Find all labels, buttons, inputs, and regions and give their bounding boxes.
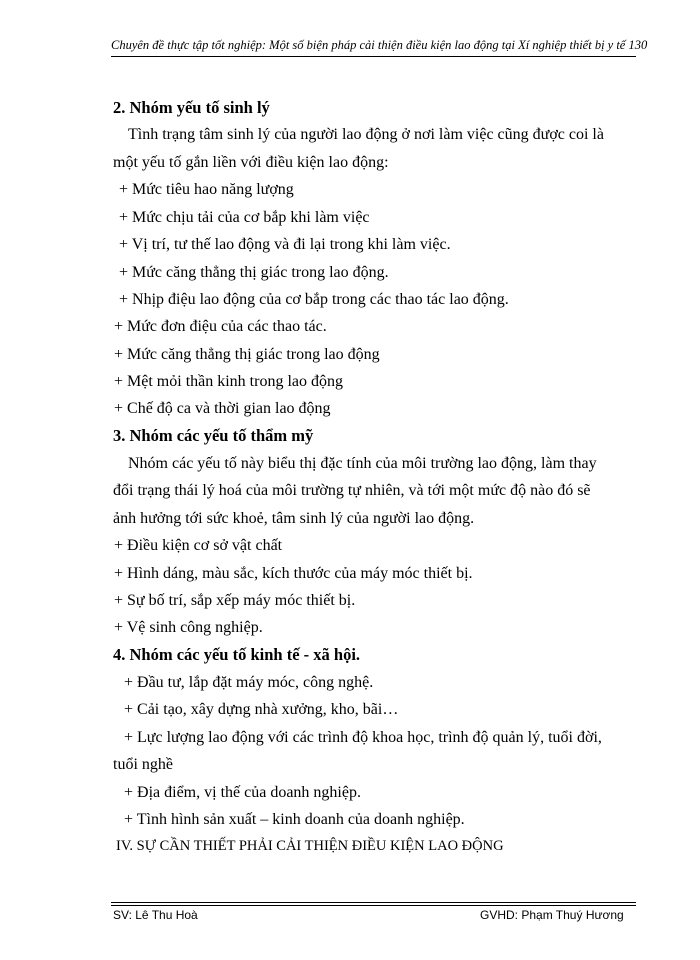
paragraph-line: tuổi nghề <box>113 756 173 773</box>
page-header: Chuyên đề thực tập tốt nghiệp: Một số biện pháp cải thiện điều kiện lao động tại Xí nghiệp thiết bị y tế 130 <box>111 38 648 52</box>
list-item: + Tình hình sản xuất – kinh doanh của doanh nghiệp. <box>124 811 465 828</box>
list-item: + Sự bố trí, sắp xếp máy móc thiết bị. <box>114 592 356 609</box>
footer-student: SV: Lê Thu Hoà <box>113 908 198 922</box>
list-item: + Địa điểm, vị thế của doanh nghiệp. <box>124 784 361 801</box>
list-item: + Mức đơn điệu của các thao tác. <box>114 318 327 335</box>
paragraph-line: Nhóm các yếu tố này biểu thị đặc tính của môi trường lao động, làm thay <box>128 455 597 472</box>
list-item: + Mức tiêu hao năng lượng <box>119 181 294 198</box>
footer-rule-bottom <box>111 905 636 906</box>
list-item: + Mức chịu tải của cơ bắp khi làm việc <box>119 209 370 226</box>
list-item: + Hình dáng, màu sắc, kích thước của máy móc thiết bị. <box>114 565 473 582</box>
list-item: + Cải tạo, xây dựng nhà xưởng, kho, bãi… <box>124 701 399 718</box>
section-heading-physiological: 2. Nhóm yếu tố sinh lý <box>113 98 270 117</box>
list-item: + Đầu tư, lắp đặt máy móc, công nghệ. <box>124 674 374 691</box>
list-item: + Mức căng thẳng thị giác trong lao động <box>114 346 380 363</box>
list-item: + Nhịp điệu lao động của cơ bắp trong các thao tác lao động. <box>119 291 509 308</box>
section-heading-aesthetic: 3. Nhóm các yếu tố thẩm mỹ <box>113 426 314 445</box>
list-item: + Lực lượng lao động với các trình độ khoa học, trình độ quản lý, tuổi đời, <box>124 729 602 746</box>
paragraph-line: một yếu tố gắn liền với điều kiện lao động: <box>113 154 389 171</box>
paragraph-line: đổi trạng thái lý hoá của môi trường tự nhiên, và tới một mức độ nào đó sẽ <box>113 482 591 499</box>
footer-rule-top <box>111 902 636 903</box>
list-item: + Mức căng thẳng thị giác trong lao động. <box>119 264 389 281</box>
list-item: + Điều kiện cơ sở vật chất <box>114 537 283 554</box>
footer-advisor: GVHD: Phạm Thuý Hương <box>480 908 624 922</box>
paragraph-line: Tình trạng tâm sinh lý của người lao động ở nơi làm việc cũng được coi là <box>128 126 604 143</box>
chapter-heading: IV. SỰ CẦN THIẾT PHẢI CẢI THIỆN ĐIỀU KIỆN LAO ĐỘNG <box>116 838 504 854</box>
list-item: + Mệt mỏi thần kinh trong lao động <box>114 373 343 390</box>
paragraph-line: ảnh hưởng tới sức khoẻ, tâm sinh lý của người lao động. <box>113 510 475 527</box>
section-heading-socioeconomic: 4. Nhóm các yếu tố kinh tế - xã hội. <box>113 645 361 664</box>
list-item: + Chế độ ca và thời gian lao động <box>114 400 331 417</box>
header-rule <box>111 56 636 57</box>
list-item: + Vị trí, tư thế lao động và đi lại trong khi làm việc. <box>119 236 451 253</box>
list-item: + Vệ sinh công nghiệp. <box>114 619 263 636</box>
